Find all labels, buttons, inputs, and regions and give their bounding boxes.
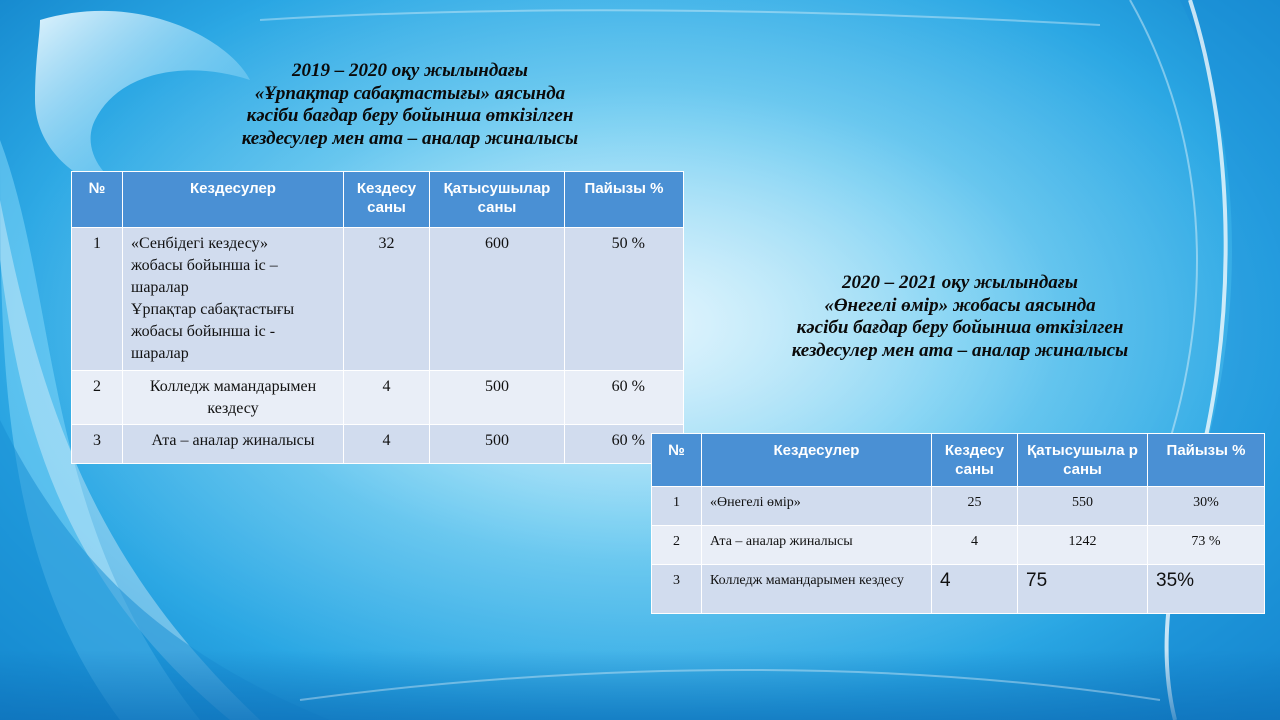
row-meeting-name: Колледж мамандарымен кездесу	[702, 565, 932, 614]
row-participants: 550	[1018, 487, 1148, 526]
header-percent: Пайызы %	[1148, 434, 1265, 487]
row-meeting-count: 4	[344, 425, 430, 464]
row-percent: 50 %	[565, 228, 684, 371]
row-percent: 30%	[1148, 487, 1265, 526]
heading-line: 2020 – 2021 оқу жылындағы	[842, 272, 1078, 293]
row-participants: 75	[1018, 565, 1148, 614]
meeting-name-line: жобасы бойынша іс -	[131, 323, 276, 340]
table-row	[72, 371, 684, 425]
row-participants: 600	[430, 228, 565, 371]
row-percent: 60 %	[565, 425, 684, 464]
table-row	[652, 565, 1265, 614]
table-header-row	[72, 172, 684, 228]
row-meeting-name: «Өнегелі өмір»	[702, 487, 932, 526]
row-meeting-name: Ата – аналар жиналысы	[702, 526, 932, 565]
row-meeting-name	[123, 228, 344, 371]
table-row	[72, 425, 684, 464]
row-participants: 1242	[1018, 526, 1148, 565]
row-number: 3	[72, 425, 123, 464]
table-header-row	[652, 434, 1265, 487]
row-percent: 60 %	[565, 371, 684, 425]
meeting-name-line: Колледж мамандарымен	[149, 378, 317, 395]
meeting-name-line: жобасы бойынша іс –	[131, 257, 278, 274]
row-number: 2	[652, 526, 702, 565]
heading-line: 2019 – 2020 оқу жылындағы	[292, 60, 528, 81]
row-meeting-name	[123, 425, 344, 464]
meeting-name-line: Ұрпақтар сабақтастығы	[131, 301, 295, 318]
header-participants: Қатысушыла р саны	[1018, 434, 1148, 487]
row-participants: 500	[430, 425, 565, 464]
heading-line: кездесулер мен ата – аналар жиналысы	[791, 339, 1129, 361]
row-percent: 73 %	[1148, 526, 1265, 565]
row-meeting-count: 4	[932, 526, 1018, 565]
header-meetings: Кездесулер	[702, 434, 932, 487]
header-number: №	[652, 434, 702, 487]
meeting-name-line: кездесу	[207, 400, 259, 417]
meeting-name-line: шаралар	[131, 279, 189, 296]
heading-line: кездесулер мен ата – аналар жиналысы	[241, 127, 579, 149]
heading-2020-2021	[710, 272, 1210, 362]
header-meeting-count: Кездесу саны	[932, 434, 1018, 487]
meeting-name-line: Ата – аналар жиналысы	[151, 432, 315, 449]
row-meeting-count: 25	[932, 487, 1018, 526]
row-meeting-count: 32	[344, 228, 430, 371]
meeting-name-line: шаралар	[131, 345, 189, 362]
header-percent: Пайызы %	[565, 172, 684, 228]
meeting-name-line: «Сенбідегі кездесу»	[131, 235, 268, 252]
table-row	[652, 487, 1265, 526]
header-number: №	[72, 172, 123, 228]
table-row	[652, 526, 1265, 565]
row-number: 2	[72, 371, 123, 425]
row-number: 3	[652, 565, 702, 614]
row-participants: 500	[430, 371, 565, 425]
heading-line: «Ұрпақтар сабақтастығы» аясында	[254, 82, 566, 104]
header-participants: Қатысушылар саны	[430, 172, 565, 228]
heading-line: кәсіби бағдар беру бойынша өткізілген	[796, 317, 1124, 338]
row-meeting-name	[123, 371, 344, 425]
row-number: 1	[72, 228, 123, 371]
heading-line: кәсіби бағдар беру бойынша өткізілген	[246, 105, 574, 126]
heading-2019-2020	[160, 60, 660, 150]
heading-line: «Өнегелі өмір» жобасы аясында	[824, 294, 1096, 316]
table-2019-2020	[71, 171, 684, 464]
header-meetings: Кездесулер	[123, 172, 344, 228]
table-row	[72, 228, 684, 371]
row-percent: 35%	[1148, 565, 1265, 614]
header-meeting-count: Кездесу саны	[344, 172, 430, 228]
table-2020-2021	[651, 433, 1265, 614]
row-meeting-count: 4	[344, 371, 430, 425]
row-number: 1	[652, 487, 702, 526]
row-meeting-count: 4	[932, 565, 1018, 614]
